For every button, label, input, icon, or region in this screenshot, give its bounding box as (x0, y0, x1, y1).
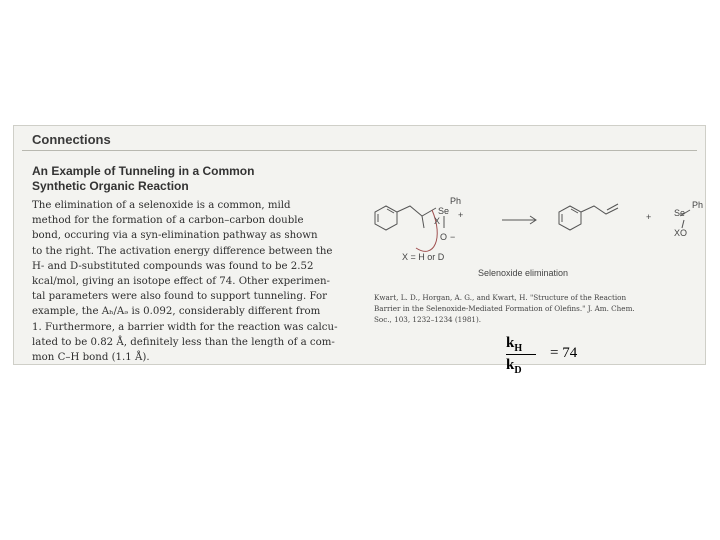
ph-label: Ph (450, 196, 462, 206)
box-title: Connections (32, 132, 111, 147)
body-line: bond, occuring via a syn-elimination pathway as shown (32, 230, 318, 242)
product-ph-label: Ph (692, 200, 704, 210)
scheme-caption: Selenoxide elimination (478, 268, 569, 278)
connections-box (13, 125, 706, 365)
selenoxide-elimination-scheme (364, 188, 704, 283)
body-line: H- and D-substituted compounds was found to be 2.52 (32, 260, 314, 272)
se-atom-label: Se (438, 206, 450, 216)
body-line: 1. Furthermore, a barrier width for the reaction was calcu- (32, 321, 338, 333)
body-line: example, the Aₕ/Aₔ is 0.092, considerably different from (32, 306, 321, 318)
body-line: method for the formation of a carbon–carbon double (32, 215, 304, 227)
formula-equals-value: = 74 (550, 345, 578, 361)
article-heading (32, 164, 362, 194)
numerator-k: k (506, 335, 515, 351)
numerator-subscript: H (514, 343, 523, 354)
plus-charge: + (458, 210, 464, 220)
body-line: kcal/mol, giving an isotope effect of 74. Other experimen- (32, 276, 330, 288)
minus-charge: − (450, 232, 456, 242)
x-definition: X = H or D (402, 252, 445, 262)
heading-line: An Example of Tunneling in a Common (32, 164, 255, 178)
oxygen-label: O (440, 232, 448, 242)
body-line: lated to be 0.82 Å, definitely less than the length of a com- (32, 336, 335, 348)
x-atom-label: X (434, 216, 441, 226)
fraction-bar (506, 354, 536, 355)
body-line: tal parameters were also found to support tunneling. For (32, 291, 327, 303)
body-line: to the right. The activation energy difference between the (32, 245, 333, 257)
body-paragraph (32, 198, 372, 365)
denominator-k: k (506, 357, 515, 373)
title-rule (22, 150, 697, 151)
reference-citation (374, 292, 704, 325)
denominator-subscript: D (514, 365, 522, 376)
body-line: mon C–H bond (1.1 Å). (32, 352, 150, 364)
reference-line: Soc., 103, 1232–1234 (1981). (374, 315, 482, 324)
isotope-effect-formula (506, 335, 616, 375)
reference-line: Kwart, L. D., Horgan, A. G., and Kwart, H. "Structure of the Reaction (374, 293, 627, 302)
formula-denominator (506, 357, 522, 376)
heading-line: Synthetic Organic Reaction (32, 179, 189, 193)
body-line: The elimination of a selenoxide is a common, mild (32, 200, 291, 211)
formula-numerator (506, 335, 522, 354)
product-xo-label: XO (674, 228, 688, 238)
product-se-label: Se (674, 208, 686, 218)
reference-line: Barrier in the Selenoxide-Mediated Formation of Olefins." J. Am. Chem. (374, 304, 635, 313)
plus-sign: + (646, 212, 652, 222)
